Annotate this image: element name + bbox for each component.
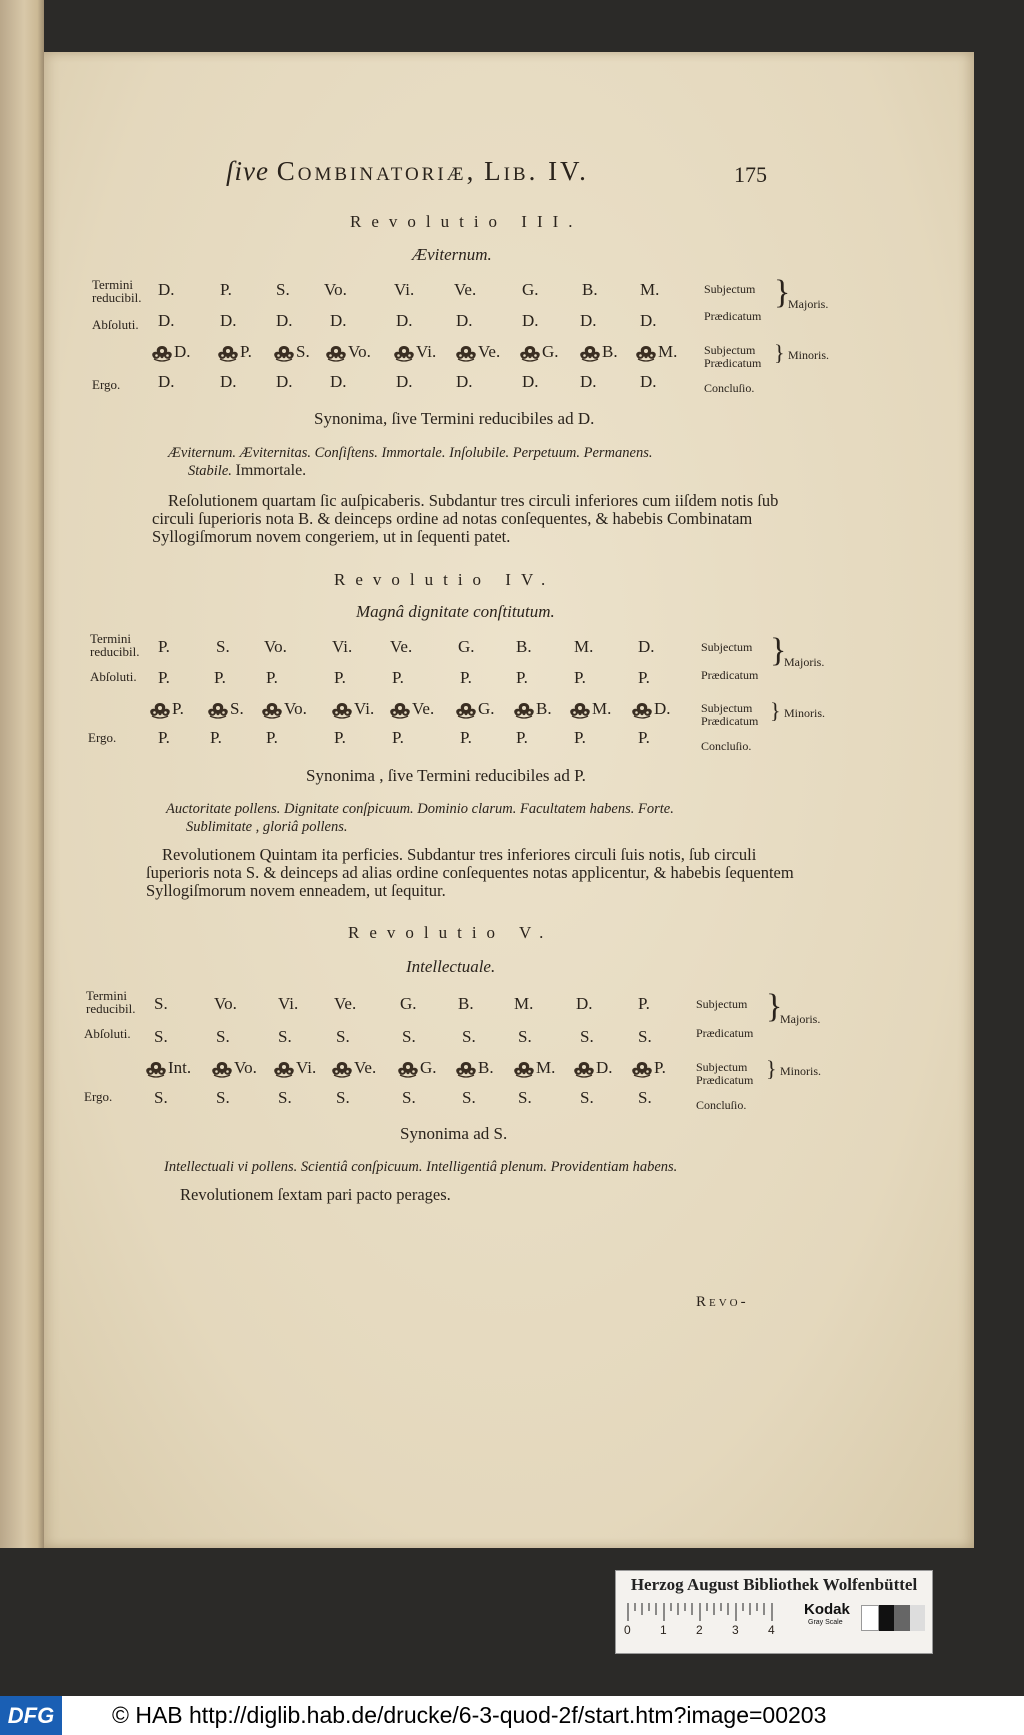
cell: G. — [458, 637, 475, 656]
minor-cell: P. — [216, 342, 252, 362]
cell: P. — [516, 668, 528, 687]
cell: S. — [518, 1088, 532, 1107]
cell: D. — [396, 311, 413, 330]
rev3-praedicatum-label: Prædicatum — [704, 309, 762, 323]
minor-cell: Vo. — [260, 699, 307, 719]
gray-scale-bar — [861, 1605, 925, 1631]
cell: S. — [462, 1088, 476, 1107]
cell: M. — [574, 637, 594, 656]
brace-icon: } — [774, 274, 791, 311]
rev5-majoris-label: Majoris. — [780, 1012, 821, 1026]
rev4-conclusio-label: Concluſio. — [701, 739, 752, 753]
rev3-absoluti-label: Abſoluti. — [92, 317, 139, 332]
cell: D. — [276, 372, 293, 391]
cell: D. — [456, 372, 473, 391]
rev4-subjectum2-label: Subjectum — [701, 701, 753, 715]
cell: S. — [638, 1088, 652, 1107]
minor-cell: Vi. — [330, 699, 374, 719]
rev3-synonyma-heading: Synonima, ſive Termini reducibiles ad D. — [314, 409, 595, 428]
minor-cell: D. — [630, 699, 671, 719]
page-number: 175 — [734, 162, 767, 187]
library-name: Herzog August Bibliothek Wolfenbüttel — [630, 1575, 918, 1594]
rev5-conclusio-label: Concluſio. — [696, 1098, 747, 1112]
rev4-subtitle: Magnâ dignitate conſtitutum. — [356, 602, 555, 621]
minor-cell: P. — [148, 699, 184, 719]
minor-cell: G. — [454, 699, 495, 719]
rev4-absoluti-label: Abſoluti. — [90, 669, 137, 684]
cell: Vo. — [324, 280, 347, 299]
minor-cell: S. — [272, 342, 310, 362]
cell: S. — [518, 1027, 532, 1046]
minor-cell: G. — [396, 1058, 437, 1078]
cell: D. — [158, 280, 175, 299]
minor-cell: G. — [518, 342, 559, 362]
fleuron-icon — [512, 701, 536, 719]
cell: M. — [640, 280, 660, 299]
cell: D. — [580, 372, 597, 391]
cell: G. — [400, 994, 417, 1013]
fleuron-icon — [454, 701, 478, 719]
minor-cell: Vi. — [272, 1058, 316, 1078]
minor-cell: B. — [578, 342, 618, 362]
rev5-subjectum2-label: Subjectum — [696, 1060, 748, 1074]
rev3-minoris-label: Minoris. — [788, 348, 830, 362]
cell: P. — [638, 728, 650, 747]
brace-icon: } — [770, 698, 781, 723]
fleuron-icon — [630, 1060, 654, 1078]
cell: S. — [638, 1027, 652, 1046]
fleuron-icon — [272, 1060, 296, 1078]
fleuron-icon — [634, 344, 658, 362]
fleuron-icon — [568, 701, 592, 719]
minor-cell: B. — [512, 699, 552, 719]
cell: S. — [402, 1088, 416, 1107]
cell: D. — [522, 372, 539, 391]
rev4-paragraph: Revolutionem Quintam ita perficies. Subdantur tres inferiores circuli ſuis notis, ſub circuli ſuperioris nota S. & deinceps ad alias ordine conſequentes notas applicentur, & habebis ſequentem Syllogiſmorum novem enneadem, ut ſequitur. — [146, 845, 794, 900]
cell: P. — [210, 728, 222, 747]
cell: P. — [516, 728, 528, 747]
cell: D. — [638, 637, 655, 656]
rev4-majoris-label: Majoris. — [784, 655, 825, 669]
cell: D. — [276, 311, 293, 330]
cell: P. — [158, 728, 170, 747]
cell: S. — [580, 1027, 594, 1046]
cell: D. — [158, 311, 175, 330]
rev5-subjectum-label: Subjectum — [696, 997, 748, 1011]
cell: P. — [214, 668, 226, 687]
ruler-ticks — [624, 1623, 794, 1639]
cell: P. — [334, 728, 346, 747]
minor-cell: Vo. — [210, 1058, 257, 1078]
cell: S. — [462, 1027, 476, 1046]
rev4-title: Revolutio IV. — [334, 570, 556, 589]
rev3-termini-label: Termini reducibil. — [92, 277, 142, 305]
fleuron-icon — [396, 1060, 420, 1078]
cell: Ve. — [334, 994, 357, 1013]
brace-icon: } — [774, 340, 785, 365]
minor-cell: Ve. — [454, 342, 500, 362]
cell: P. — [266, 728, 278, 747]
rev3-subjectum-label: Subjectum — [704, 282, 756, 296]
cell: D. — [396, 372, 413, 391]
cell: D. — [456, 311, 473, 330]
rev5-absoluti-label: Abſoluti. — [84, 1026, 131, 1041]
dfg-logo: DFG — [0, 1696, 62, 1735]
brace-icon: } — [766, 1056, 777, 1081]
rev3-praedicatum2-label: Prædicatum — [704, 356, 762, 370]
cell: B. — [458, 994, 474, 1013]
cell: Vi. — [332, 637, 353, 656]
minor-cell: Int. — [144, 1058, 191, 1078]
rev3-conclusio-label: Concluſio. — [704, 381, 755, 395]
fleuron-icon — [260, 701, 284, 719]
tick-label: 3 — [732, 1623, 739, 1637]
cell: S. — [278, 1027, 292, 1046]
fleuron-icon — [144, 1060, 168, 1078]
rev4-praedicatum2-label: Prædicatum — [701, 714, 759, 728]
minor-cell: Ve. — [388, 699, 434, 719]
cell: S. — [402, 1027, 416, 1046]
cell: Vo. — [264, 637, 287, 656]
rev3-synonyma-list: Æviternum. Æviternitas. Conſiſtens. Immortale. Inſolubile. Perpetuum. Permanens. Stabile. Immortale. — [168, 445, 653, 479]
cell: S. — [276, 280, 290, 299]
cell: Vo. — [214, 994, 237, 1013]
cell: D. — [522, 311, 539, 330]
rev3-majoris-label: Majoris. — [788, 297, 829, 311]
cell: S. — [580, 1088, 594, 1107]
cell: D. — [220, 372, 237, 391]
rev5-title: Revolutio V. — [348, 923, 554, 942]
rev4-praedicatum-label: Prædicatum — [701, 668, 759, 682]
cell: P. — [638, 994, 650, 1013]
minor-cell: M. — [634, 342, 677, 362]
footer-bar — [0, 1696, 1024, 1735]
header-prefix: ſive — [226, 156, 269, 186]
fleuron-icon — [148, 701, 172, 719]
fleuron-icon — [330, 701, 354, 719]
running-header — [226, 156, 589, 187]
cell: P. — [460, 728, 472, 747]
fleuron-icon — [206, 701, 230, 719]
brace-icon: } — [770, 632, 787, 669]
fleuron-icon — [518, 344, 542, 362]
tick-label: 2 — [696, 1623, 703, 1637]
cell: S. — [216, 1088, 230, 1107]
cell: S. — [336, 1027, 350, 1046]
minor-cell: D. — [150, 342, 191, 362]
minor-cell: S. — [206, 699, 244, 719]
cell: S. — [278, 1088, 292, 1107]
tick-label: 4 — [768, 1623, 775, 1637]
rev5-praedicatum2-label: Prædicatum — [696, 1073, 754, 1087]
left-page-edge — [0, 0, 44, 1548]
catchword: Revo- — [696, 1294, 749, 1310]
cell: P. — [158, 668, 170, 687]
cell: G. — [522, 280, 539, 299]
minor-cell: M. — [568, 699, 611, 719]
tick-label: 1 — [660, 1623, 667, 1637]
fleuron-icon — [454, 344, 478, 362]
cell: P. — [638, 668, 650, 687]
cell: D. — [220, 311, 237, 330]
fleuron-icon — [630, 701, 654, 719]
cell: Vi. — [278, 994, 299, 1013]
cell: D. — [330, 372, 347, 391]
rev5-ergo-label: Ergo. — [84, 1089, 113, 1104]
cell: P. — [574, 728, 586, 747]
cell: S. — [336, 1088, 350, 1107]
minor-cell: Vi. — [392, 342, 436, 362]
rev4-synonyma-list: Auctoritate pollens. Dignitate conſpicuum. Dominio clarum. Facultatem habens. Forte. Sublimitate , gloriâ pollens. — [166, 801, 674, 835]
cell: S. — [154, 1027, 168, 1046]
cell: B. — [582, 280, 598, 299]
fleuron-icon — [392, 344, 416, 362]
fleuron-icon — [454, 1060, 478, 1078]
fleuron-icon — [512, 1060, 536, 1078]
rev4-ergo-label: Ergo. — [88, 730, 117, 745]
book-page — [44, 52, 974, 1548]
cell: P. — [392, 728, 404, 747]
fleuron-icon — [272, 344, 296, 362]
cell: P. — [392, 668, 404, 687]
fleuron-icon — [216, 344, 240, 362]
fleuron-icon — [150, 344, 174, 362]
minor-cell: P. — [630, 1058, 666, 1078]
rev4-minoris-label: Minoris. — [784, 706, 826, 720]
rev4-termini-label: Termini reducibil. — [90, 631, 140, 659]
cell: D. — [576, 994, 593, 1013]
rev5-synonyma-list: Intellectuali vi pollens. Scientiâ conſpicuum. Intelligentiâ plenum. Providentiam habens. — [164, 1159, 678, 1175]
library-calibration-label — [615, 1570, 933, 1654]
cell: S. — [154, 994, 168, 1013]
cell: P. — [220, 280, 232, 299]
cell: Ve. — [390, 637, 413, 656]
rev5-subtitle: Intellectuale. — [406, 957, 496, 976]
cell: P. — [266, 668, 278, 687]
cell: D. — [640, 372, 657, 391]
cell: Vi. — [394, 280, 415, 299]
header-book: Lib. IV. — [484, 156, 589, 186]
cell: P. — [334, 668, 346, 687]
rev5-paragraph: Revolutionem ſextam pari pacto perages. — [180, 1185, 451, 1204]
footer-copyright[interactable]: © HAB http://diglib.hab.de/drucke/6-3-quod-2f/start.htm?image=00203 — [112, 1702, 827, 1728]
minor-cell: B. — [454, 1058, 494, 1078]
rev5-synonyma-heading: Synonima ad S. — [400, 1124, 508, 1143]
minor-cell: M. — [512, 1058, 555, 1078]
cell: D. — [330, 311, 347, 330]
cell: P. — [574, 668, 586, 687]
rev5-minoris-label: Minoris. — [780, 1064, 822, 1078]
fleuron-icon — [324, 344, 348, 362]
minor-cell: D. — [572, 1058, 613, 1078]
rev4-subjectum-label: Subjectum — [701, 640, 753, 654]
header-title: Combinatoriæ, — [276, 156, 477, 186]
cell: S. — [154, 1088, 168, 1107]
tick-label: 0 — [624, 1623, 631, 1637]
fleuron-icon — [210, 1060, 234, 1078]
rev4-synonyma-heading: Synonima , ſive Termini reducibiles ad P. — [306, 766, 586, 785]
rev3-ergo-label: Ergo. — [92, 377, 121, 392]
cell: P. — [460, 668, 472, 687]
cell: S. — [216, 637, 230, 656]
cell: D. — [640, 311, 657, 330]
fleuron-icon — [572, 1060, 596, 1078]
fleuron-icon — [330, 1060, 354, 1078]
cell: M. — [514, 994, 534, 1013]
minor-cell: Ve. — [330, 1058, 376, 1078]
gray-scale-label: Gray Scale — [808, 1619, 843, 1626]
brace-icon: } — [766, 988, 783, 1025]
kodak-brand: Kodak — [804, 1601, 850, 1618]
minor-cell: Vo. — [324, 342, 371, 362]
rev3-subtitle: Æviternum. — [412, 245, 492, 264]
cell: B. — [516, 637, 532, 656]
cell: P. — [158, 637, 170, 656]
rev3-subjectum2-label: Subjectum — [704, 343, 756, 357]
cell: S. — [216, 1027, 230, 1046]
cell: D. — [580, 311, 597, 330]
fleuron-icon — [388, 701, 412, 719]
fleuron-icon — [578, 344, 602, 362]
rev3-title: Revolutio III. — [350, 212, 583, 231]
cell: D. — [158, 372, 175, 391]
cell: Ve. — [454, 280, 477, 299]
rev5-termini-label: Termini reducibil. — [86, 988, 136, 1016]
rev5-praedicatum-label: Prædicatum — [696, 1026, 754, 1040]
rev3-paragraph: Reſolutionem quartam ſic auſpicaberis. Subdantur tres circuli inferiores cum iiſdem notis ſub circuli ſuperioris nota B. & deinceps ordine ad notas conſequentes, & habebis Combinatam Syllogiſmorum novem congeriem, ut in ſequenti patet. — [152, 491, 779, 546]
